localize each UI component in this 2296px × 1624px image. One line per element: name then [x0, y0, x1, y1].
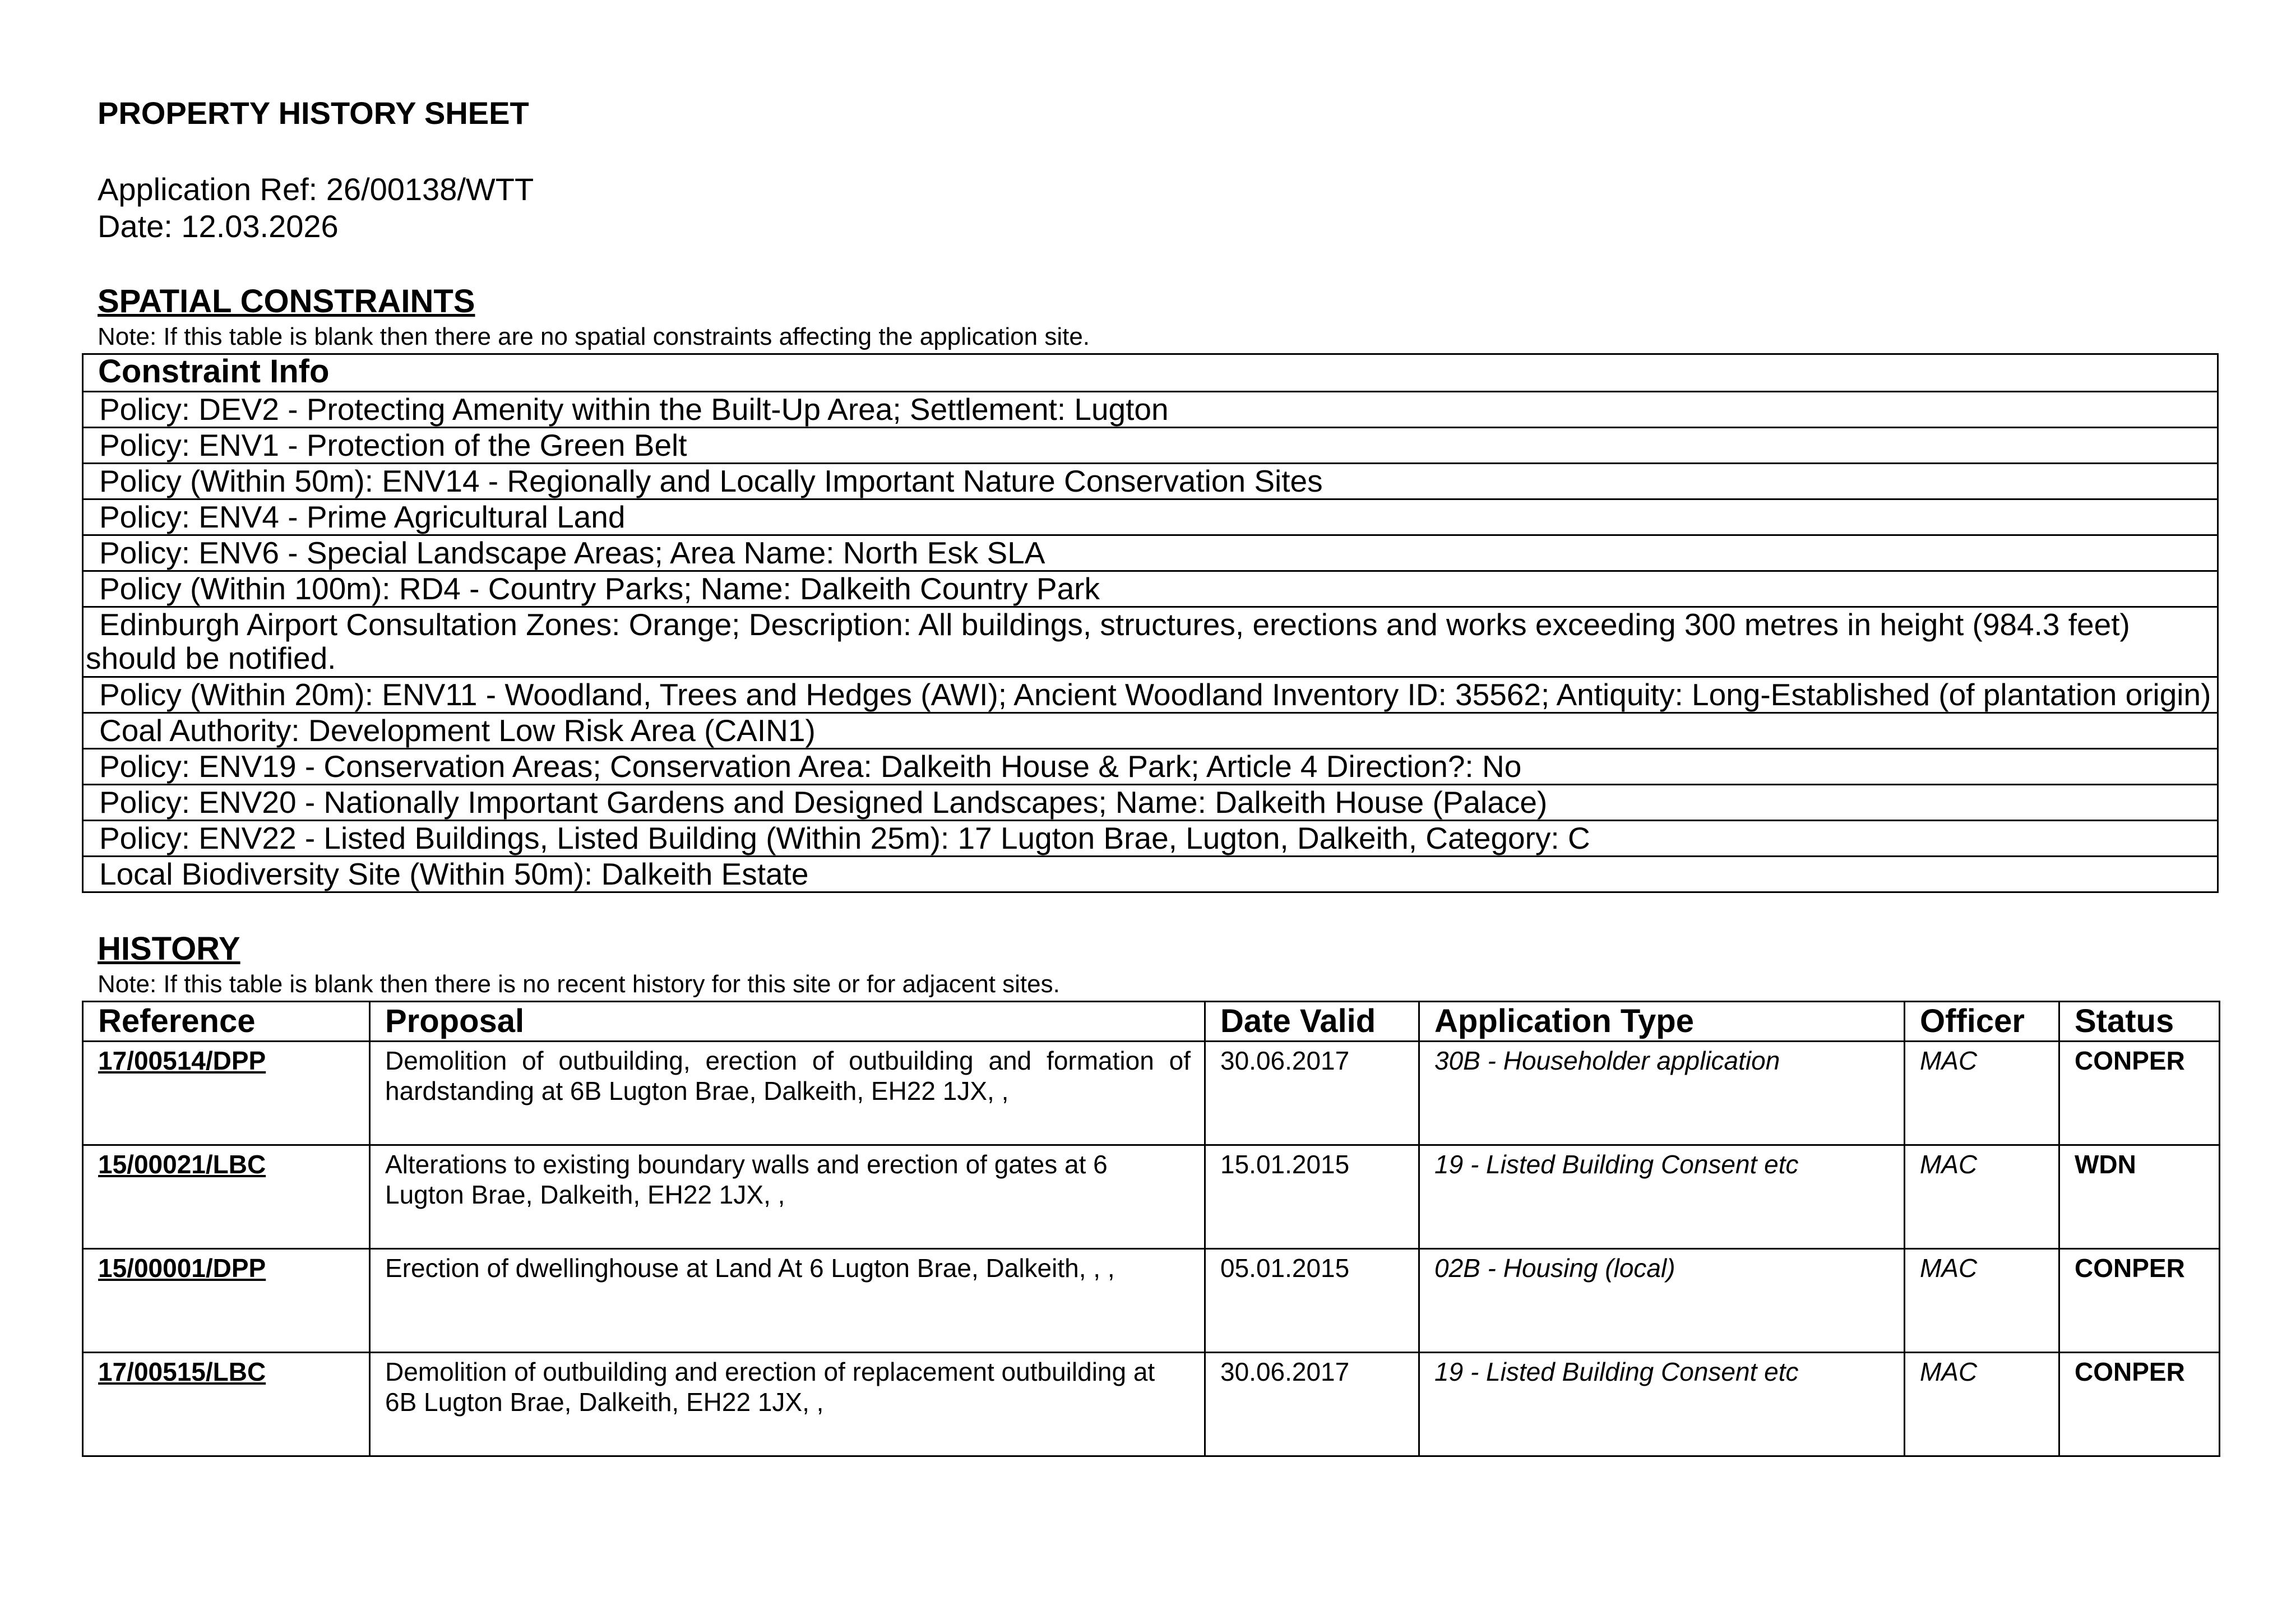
application-reference-link[interactable]: 17/00514/DPP [83, 1042, 370, 1145]
history-row [83, 1042, 2220, 1145]
application-type-cell: 19 - Listed Building Consent etc [1419, 1353, 1905, 1456]
constraint-cell: Edinburgh Airport Consultation Zones: Orange; Description: All buildings, structures, erections and works exceeding 300 metres in height (984.3 feet) should be notified. [83, 607, 2218, 677]
constraint-row [83, 499, 2218, 535]
constraint-row [83, 392, 2218, 428]
proposal-cell: Demolition of outbuilding, erection of outbuilding and formation of hardstanding at 6B Lugton Brae, Dalkeith, EH22 1JX, , [370, 1042, 1205, 1145]
constraint-row [83, 857, 2218, 892]
constraint-cell: Coal Authority: Development Low Risk Area (CAIN1) [83, 713, 2218, 749]
constraints-header-row [83, 354, 2218, 392]
constraint-row [83, 535, 2218, 571]
constraint-row [83, 607, 2218, 677]
constraint-row [83, 821, 2218, 857]
application-reference-link[interactable]: 17/00515/LBC [83, 1353, 370, 1456]
proposal-column-header: Proposal [370, 1002, 1205, 1042]
constraint-cell: Policy (Within 100m): RD4 - Country Parks; Name: Dalkeith Country Park [83, 571, 2218, 607]
constraint-cell: Policy: ENV20 - Nationally Important Gardens and Designed Landscapes; Name: Dalkeith House (Palace) [83, 785, 2218, 821]
constraint-cell: Policy: ENV19 - Conservation Areas; Conservation Area: Dalkeith House & Park; Article 4 Direction?: No [83, 749, 2218, 785]
constraint-cell: Policy: ENV1 - Protection of the Green Belt [83, 428, 2218, 464]
constraint-cell: Policy: ENV6 - Special Landscape Areas; Area Name: North Esk SLA [83, 535, 2218, 571]
officer-cell: MAC [1905, 1042, 2059, 1145]
history-header-row [83, 1002, 2220, 1042]
application-type-cell: 19 - Listed Building Consent etc [1419, 1145, 1905, 1249]
date-valid-cell: 30.06.2017 [1205, 1042, 1419, 1145]
proposal-cell: Alterations to existing boundary walls and erection of gates at 6 Lugton Brae, Dalkeith, EH22 1JX, , [370, 1145, 1205, 1249]
constraint-row [83, 785, 2218, 821]
history-heading: HISTORY [98, 931, 240, 967]
constraint-row [83, 464, 2218, 499]
application-reference-link[interactable]: 15/00001/DPP [83, 1249, 370, 1353]
history-row [83, 1145, 2220, 1249]
spatial-constraints-heading: SPATIAL CONSTRAINTS [98, 283, 475, 320]
status-cell: CONPER [2059, 1249, 2220, 1353]
constraint-cell: Policy: ENV22 - Listed Buildings, Listed Building (Within 25m): 17 Lugton Brae, Lugton, Dalkeith, Category: C [83, 821, 2218, 857]
status-cell: WDN [2059, 1145, 2220, 1249]
application-type-column-header: Application Type [1419, 1002, 1905, 1042]
constraint-info-header: Constraint Info [83, 354, 2218, 392]
proposal-cell: Erection of dwellinghouse at Land At 6 Lugton Brae, Dalkeith, , , [370, 1249, 1205, 1353]
date-valid-cell: 05.01.2015 [1205, 1249, 1419, 1353]
proposal-cell: Demolition of outbuilding and erection of replacement outbuilding at 6B Lugton Brae, Dalkeith, EH22 1JX, , [370, 1353, 1205, 1456]
application-reference-link[interactable]: 15/00021/LBC [83, 1145, 370, 1249]
application-ref: Application Ref: 26/00138/WTT [98, 172, 534, 207]
constraint-cell: Policy (Within 20m): ENV11 - Woodland, Trees and Hedges (AWI); Ancient Woodland Inventory ID: 35562; Antiquity: Long-Established (of plantation origin) [83, 677, 2218, 713]
date-valid-cell: 30.06.2017 [1205, 1353, 1419, 1456]
date-valid-cell: 15.01.2015 [1205, 1145, 1419, 1249]
officer-cell: MAC [1905, 1249, 2059, 1353]
constraints-table [82, 353, 2219, 893]
constraint-row [83, 713, 2218, 749]
officer-column-header: Officer [1905, 1002, 2059, 1042]
history-table [82, 1001, 2220, 1457]
date-valid-column-header: Date Valid [1205, 1002, 1419, 1042]
document-date: Date: 12.03.2026 [98, 209, 339, 244]
history-row [83, 1249, 2220, 1353]
page-title: PROPERTY HISTORY SHEET [98, 95, 529, 131]
constraint-row [83, 749, 2218, 785]
application-type-cell: 30B - Householder application [1419, 1042, 1905, 1145]
application-type-cell: 02B - Housing (local) [1419, 1249, 1905, 1353]
constraint-row [83, 677, 2218, 713]
status-cell: CONPER [2059, 1353, 2220, 1456]
spatial-constraints-note: Note: If this table is blank then there are no spatial constraints affecting the application site. [98, 323, 1090, 350]
officer-cell: MAC [1905, 1145, 2059, 1249]
constraint-row [83, 428, 2218, 464]
status-column-header: Status [2059, 1002, 2220, 1042]
constraint-row [83, 571, 2218, 607]
status-cell: CONPER [2059, 1042, 2220, 1145]
constraint-cell: Policy: ENV4 - Prime Agricultural Land [83, 499, 2218, 535]
officer-cell: MAC [1905, 1353, 2059, 1456]
history-note: Note: If this table is blank then there is no recent history for this site or for adjacent sites. [98, 970, 1060, 998]
constraint-cell: Local Biodiversity Site (Within 50m): Dalkeith Estate [83, 857, 2218, 892]
constraint-cell: Policy: DEV2 - Protecting Amenity within the Built-Up Area; Settlement: Lugton [83, 392, 2218, 428]
history-row [83, 1353, 2220, 1456]
reference-column-header: Reference [83, 1002, 370, 1042]
constraint-cell: Policy (Within 50m): ENV14 - Regionally and Locally Important Nature Conservation Sites [83, 464, 2218, 499]
